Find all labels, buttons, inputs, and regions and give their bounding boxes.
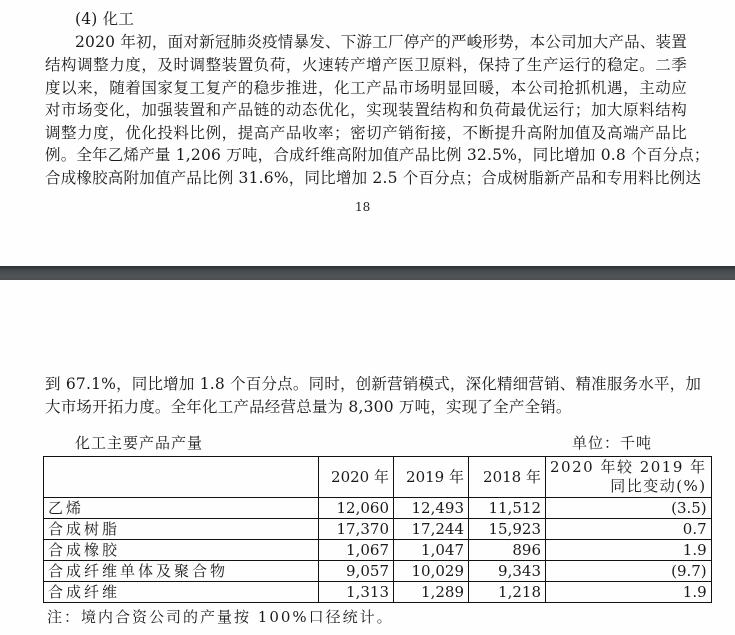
table-row xyxy=(44,519,712,540)
document-page-18 xyxy=(0,0,735,266)
value-2020: 17,370 xyxy=(319,519,394,540)
value-2020: 9,057 xyxy=(319,561,394,582)
header-change-line1: 2020 年较 2019 年 xyxy=(550,458,707,476)
section-heading: (4) 化工 xyxy=(75,10,135,28)
table-footnote: 注：境内合资公司的产量按 100%口径统计。 xyxy=(47,608,394,626)
value-2019: 10,029 xyxy=(394,561,469,582)
header-2018: 2018 年 xyxy=(469,457,546,498)
header-change xyxy=(546,457,712,498)
header-change-line2: 同比变动(%) xyxy=(610,477,707,495)
header-product xyxy=(44,457,319,498)
page-number: 18 xyxy=(355,200,371,214)
value-2019: 12,493 xyxy=(394,498,469,519)
value-2020: 1,313 xyxy=(319,582,394,603)
product-name: 合成树脂 xyxy=(44,519,319,540)
value-2018: 9,343 xyxy=(469,561,546,582)
table-row xyxy=(44,561,712,582)
paragraph-line: 例。全年乙烯产量 1,206 万吨，合成纤维高附加值产品比例 32.5%，同比增加 0.8 个百分点； xyxy=(45,146,710,164)
value-change: 1.9 xyxy=(546,582,712,603)
table-caption: 化工主要产品产量 xyxy=(75,434,204,452)
product-name: 乙烯 xyxy=(44,498,319,519)
table-header-row xyxy=(44,457,712,498)
header-2020: 2020 年 xyxy=(319,457,394,498)
paragraph-line: 到 67.1%，同比增加 1.8 个百分点。同时，创新营销模式，深化精细营销、精准服务水平，加 xyxy=(45,375,702,393)
paragraph-line: 大市场开拓力度。全年化工产品经营总量为 8,300 万吨，实现了全产全销。 xyxy=(45,398,572,416)
value-change: 1.9 xyxy=(546,540,712,561)
table-row xyxy=(44,498,712,519)
product-name: 合成纤维 xyxy=(44,582,319,603)
paragraph-line: 对市场变化，加强装置和产品链的动态优化，实现装置结构和负荷最优运行；加大原料结构 xyxy=(45,101,687,119)
value-change: (9.7) xyxy=(546,561,712,582)
value-2018: 1,218 xyxy=(469,582,546,603)
value-2019: 1,289 xyxy=(394,582,469,603)
value-2018: 11,512 xyxy=(469,498,546,519)
paragraph-line: 度以来，随着国家复工复产的稳步推进，化工产品市场明显回暖，本公司抢抓机遇，主动应 xyxy=(45,79,687,97)
value-2019: 1,047 xyxy=(394,540,469,561)
paragraph-line: 调整力度，优化投料比例，提高产品收率；密切产销衔接，不断提升高附加值及高端产品比 xyxy=(45,124,687,142)
table-unit: 单位：千吨 xyxy=(572,434,653,452)
header-2019: 2019 年 xyxy=(394,457,469,498)
value-change: (3.5) xyxy=(546,498,712,519)
value-2020: 12,060 xyxy=(319,498,394,519)
product-name: 合成橡胶 xyxy=(44,540,319,561)
value-2019: 17,244 xyxy=(394,519,469,540)
table-row xyxy=(44,540,712,561)
paragraph-line: 结构调整力度，及时调整装置负荷，火速转产增产医卫原料，保持了生产运行的稳定。二季 xyxy=(45,56,687,74)
production-table xyxy=(43,456,712,603)
value-2018: 15,923 xyxy=(469,519,546,540)
table-row xyxy=(44,582,712,603)
product-name: 合成纤维单体及聚合物 xyxy=(44,561,319,582)
paragraph-line: 2020 年初，面对新冠肺炎疫情暴发、下游工厂停产的严峻形势，本公司加大产品、装置 xyxy=(75,33,687,51)
value-2018: 896 xyxy=(469,540,546,561)
paragraph-line: 合成橡胶高附加值产品比例 31.6%，同比增加 2.5 个百分点；合成树脂新产品和专用料比例达 xyxy=(45,169,702,187)
value-2020: 1,067 xyxy=(319,540,394,561)
page-separator xyxy=(0,266,735,280)
value-change: 0.7 xyxy=(546,519,712,540)
